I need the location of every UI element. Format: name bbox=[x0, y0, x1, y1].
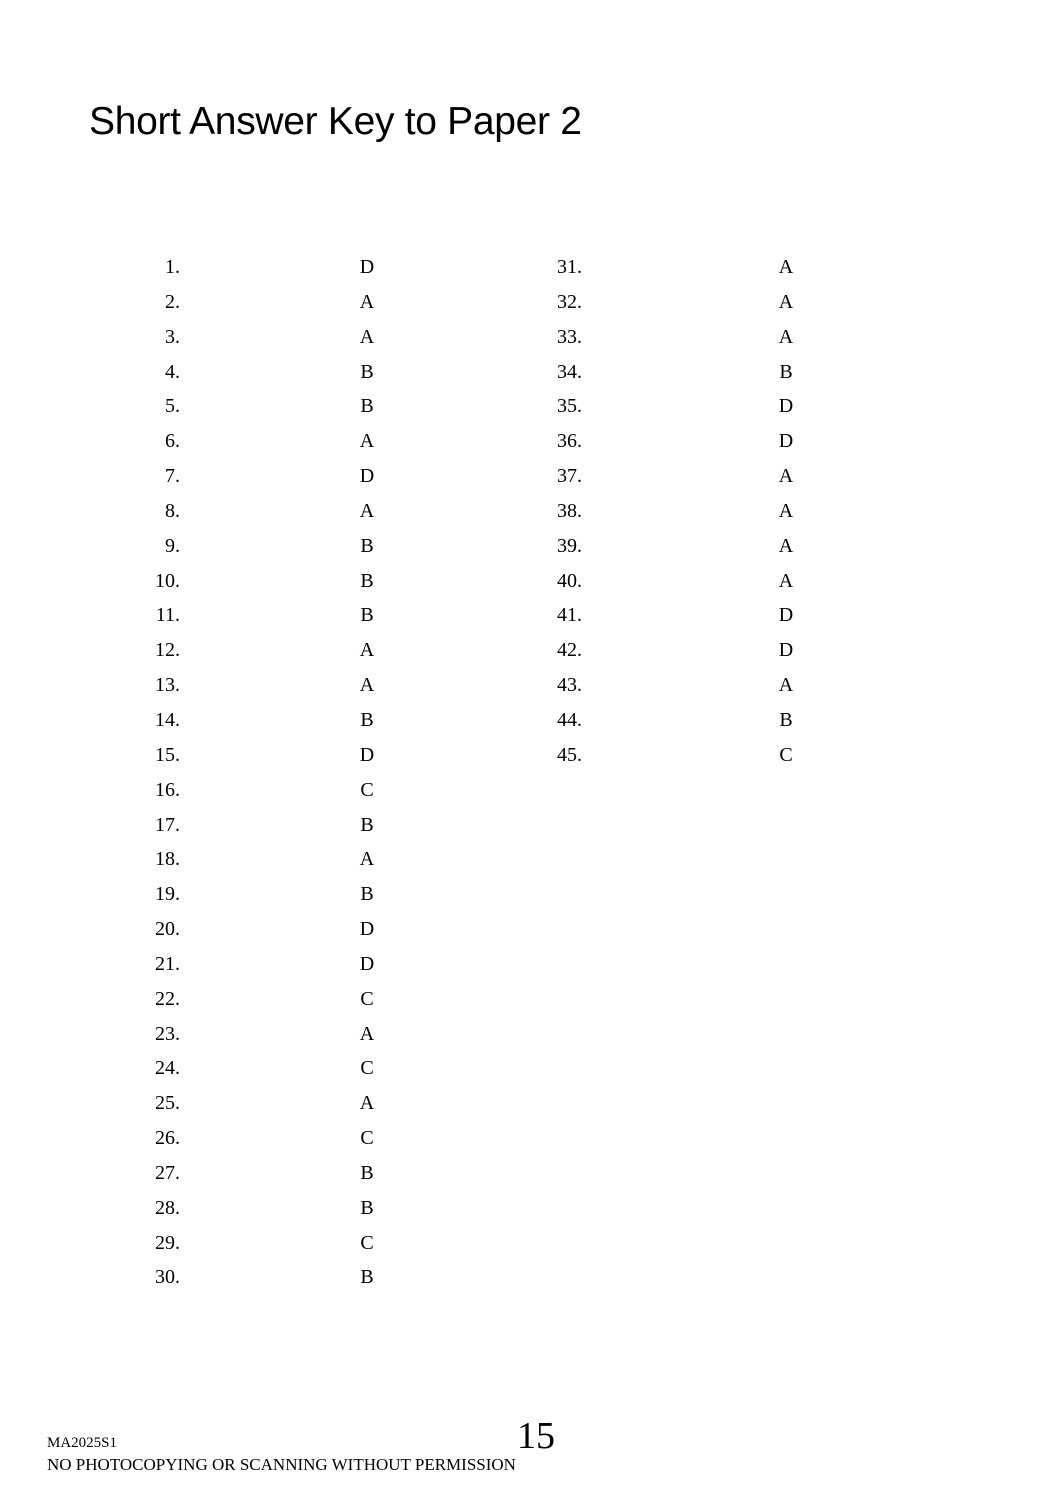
question-number: 23. bbox=[155, 1022, 180, 1045]
question-number: 38. bbox=[557, 499, 582, 522]
question-number: 35. bbox=[557, 395, 582, 418]
question-number: 28. bbox=[155, 1196, 180, 1219]
question-number: 20. bbox=[155, 918, 180, 941]
answer-letter: A bbox=[778, 325, 794, 348]
document-code: MA2025S1 bbox=[47, 1435, 118, 1451]
question-number: 32. bbox=[557, 290, 582, 313]
answer-letter: D bbox=[778, 604, 794, 627]
question-number: 7. bbox=[165, 465, 180, 488]
question-number: 30. bbox=[155, 1266, 180, 1289]
question-number: 24. bbox=[155, 1057, 180, 1080]
question-number: 39. bbox=[557, 534, 582, 557]
answer-letter: D bbox=[359, 743, 375, 766]
question-number: 10. bbox=[155, 569, 180, 592]
answer-letter: D bbox=[778, 430, 794, 453]
question-number: 21. bbox=[155, 952, 180, 975]
answer-letter: B bbox=[360, 569, 374, 592]
answer-letter: A bbox=[778, 256, 794, 278]
answer-letter: B bbox=[360, 534, 374, 557]
answer-letter: A bbox=[778, 499, 794, 522]
answer-letter: C bbox=[360, 987, 374, 1010]
question-number: 18. bbox=[155, 848, 180, 871]
answer-letter: C bbox=[360, 1231, 374, 1254]
answer-letter: B bbox=[360, 1266, 374, 1289]
answer-letter: B bbox=[360, 813, 374, 836]
question-number: 29. bbox=[155, 1231, 180, 1254]
answer-letter: A bbox=[778, 569, 794, 592]
question-number: 3. bbox=[165, 325, 180, 348]
question-number: 22. bbox=[155, 987, 180, 1010]
question-number: 16. bbox=[155, 778, 180, 801]
answer-letter: D bbox=[359, 256, 375, 278]
answer-letter: D bbox=[778, 395, 794, 418]
question-number: 41. bbox=[557, 604, 582, 627]
question-number: 42. bbox=[557, 639, 582, 662]
answer-letter: A bbox=[359, 1022, 375, 1045]
question-number: 5. bbox=[165, 395, 180, 418]
question-number: 34. bbox=[557, 360, 582, 383]
question-number: 33. bbox=[557, 325, 582, 348]
question-number: 14. bbox=[155, 708, 180, 731]
page-number: 15 bbox=[517, 1415, 555, 1457]
question-number: 27. bbox=[155, 1161, 180, 1184]
answer-letter: C bbox=[360, 1057, 374, 1080]
answer-letter: A bbox=[778, 674, 794, 697]
answer-letter: C bbox=[360, 1127, 374, 1150]
question-number: 44. bbox=[557, 708, 582, 731]
answer-letter: B bbox=[360, 1196, 374, 1219]
answer-letter: A bbox=[778, 290, 794, 313]
question-number: 37. bbox=[557, 465, 582, 488]
answer-letter: A bbox=[778, 534, 794, 557]
answer-letter: C bbox=[360, 778, 374, 801]
answer-letter: D bbox=[778, 639, 794, 662]
answer-letter: B bbox=[360, 1161, 374, 1184]
answer-letter: A bbox=[359, 430, 375, 453]
page-title: Short Answer Key to Paper 2 bbox=[89, 100, 582, 143]
question-number: 19. bbox=[155, 883, 180, 906]
question-number: 26. bbox=[155, 1127, 180, 1150]
question-number: 15. bbox=[155, 743, 180, 766]
question-number: 45. bbox=[557, 743, 582, 766]
answer-letter: B bbox=[779, 360, 793, 383]
answer-letter: A bbox=[359, 1092, 375, 1115]
answer-letter: A bbox=[359, 290, 375, 313]
question-number: 25. bbox=[155, 1092, 180, 1115]
answer-letter: A bbox=[778, 465, 794, 488]
answer-letter: D bbox=[359, 918, 375, 941]
question-number: 2. bbox=[165, 290, 180, 313]
answer-letter: B bbox=[360, 883, 374, 906]
question-number: 6. bbox=[165, 430, 180, 453]
answer-letter: D bbox=[359, 465, 375, 488]
answer-letter: B bbox=[360, 708, 374, 731]
answer-letter: A bbox=[359, 499, 375, 522]
question-number: 13. bbox=[155, 674, 180, 697]
question-number: 31. bbox=[557, 256, 582, 278]
question-number: 40. bbox=[557, 569, 582, 592]
question-number: 9. bbox=[165, 534, 180, 557]
answer-letter: A bbox=[359, 674, 375, 697]
answer-letter: B bbox=[360, 604, 374, 627]
question-number: 12. bbox=[155, 639, 180, 662]
question-number: 43. bbox=[557, 674, 582, 697]
answer-letter: B bbox=[360, 360, 374, 383]
question-number: 36. bbox=[557, 430, 582, 453]
answer-letter: B bbox=[360, 395, 374, 418]
question-number: 11. bbox=[155, 604, 180, 627]
answer-letter: D bbox=[359, 952, 375, 975]
answer-letter: A bbox=[359, 848, 375, 871]
answer-letter: A bbox=[359, 325, 375, 348]
question-number: 1. bbox=[165, 256, 180, 278]
copyright-notice: NO PHOTOCOPYING OR SCANNING WITHOUT PERMISSION bbox=[47, 1455, 516, 1474]
question-number: 4. bbox=[165, 360, 180, 383]
answer-letter: A bbox=[359, 639, 375, 662]
question-number: 17. bbox=[155, 813, 180, 836]
answer-letter: C bbox=[779, 743, 793, 766]
answer-letter: B bbox=[779, 708, 793, 731]
question-number: 8. bbox=[165, 499, 180, 522]
